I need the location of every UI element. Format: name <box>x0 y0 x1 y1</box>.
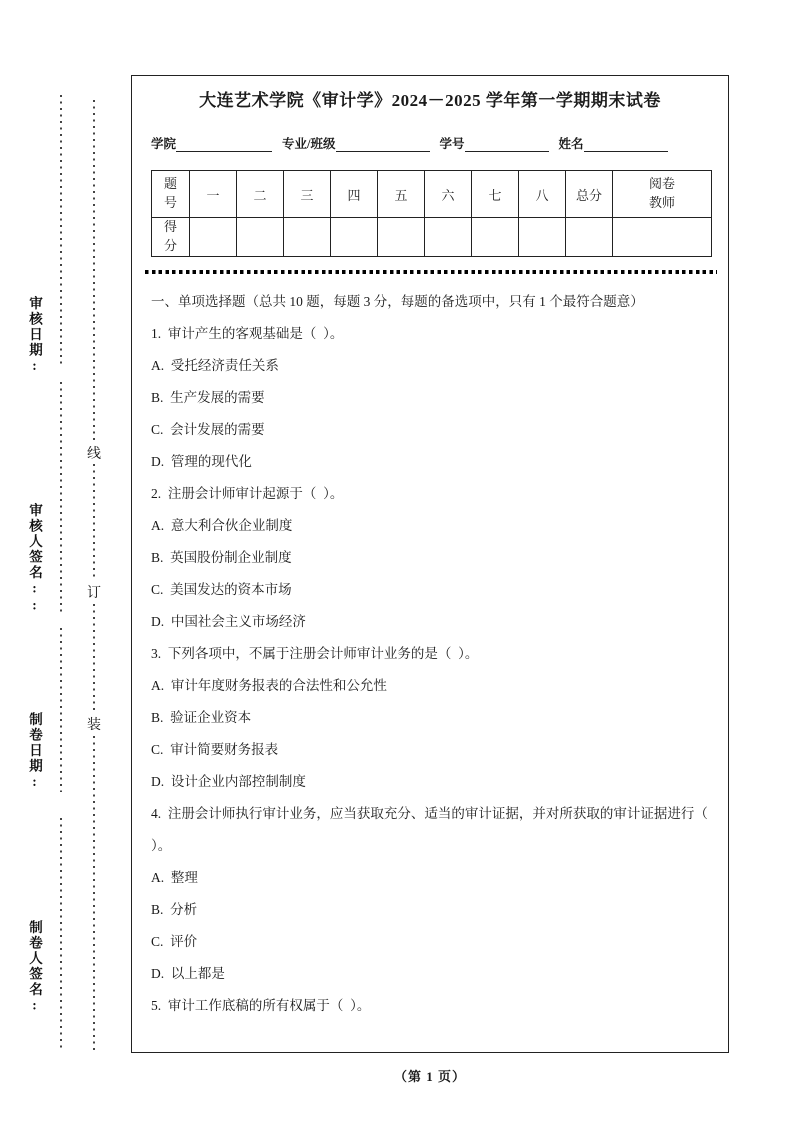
score-col-1: 一 <box>190 171 237 218</box>
question-4: 4. 注册会计师执行审计业务，应当获取充分、适当的审计证据，并对所获取的审计证据进行（ ）。 <box>151 806 715 853</box>
question-no-header-cell <box>152 171 190 218</box>
student-id-label: 学号 <box>439 137 465 151</box>
score-label: 得分 <box>163 219 177 253</box>
make-date-label: 制卷日期: <box>27 712 42 791</box>
question-2: 2. 注册会计师审计起源于（ ）。 <box>151 486 344 501</box>
score-col-3: 三 <box>284 171 331 218</box>
question-3-option-c: C. 审计简要财务报表 <box>151 742 279 757</box>
question-1-option-c: C. 会计发展的需要 <box>151 422 265 437</box>
score-cell <box>331 218 378 257</box>
signature-line <box>60 818 62 1052</box>
score-cell <box>519 218 566 257</box>
binding-char-line: 线 <box>87 447 101 462</box>
binding-line <box>93 100 95 440</box>
review-date-label: 审核日期: <box>27 296 42 375</box>
student-id-blank-line <box>465 135 549 152</box>
section-heading: 一、单项选择题（总共 10 题，每题 3 分，每题的备选项中，只有 1 个最符合题意） <box>151 294 644 309</box>
score-table <box>151 170 712 257</box>
question-3-option-a: A. 审计年度财务报表的合法性和公允性 <box>151 678 387 693</box>
score-row-label-cell <box>152 218 190 257</box>
question-1-option-b: B. 生产发展的需要 <box>151 390 265 405</box>
grader-header-cell <box>613 171 712 218</box>
question-1-option-d: D. 管理的现代化 <box>151 454 252 469</box>
name-label: 姓名 <box>558 137 584 151</box>
signature-line <box>60 382 62 612</box>
binding-line <box>93 604 95 712</box>
binding-char-stitch: 订 <box>87 586 101 601</box>
question-2-option-d: D. 中国社会主义市场经济 <box>151 614 306 629</box>
score-cell <box>378 218 425 257</box>
total-score-cell <box>566 218 613 257</box>
question-1-option-a: A. 受托经济责任关系 <box>151 358 279 373</box>
major-class-blank-line <box>336 135 430 152</box>
score-col-6: 六 <box>425 171 472 218</box>
score-cell <box>190 218 237 257</box>
question-1: 1. 审计产生的客观基础是（ ）。 <box>151 326 344 341</box>
question-5: 5. 审计工作底稿的所有权属于（ ）。 <box>151 998 371 1013</box>
binding-char-bind: 装 <box>87 718 101 733</box>
dotted-separator <box>145 270 717 274</box>
page-title: 大连艺术学院《审计学》2024－2025 学年第一学期期末试卷 <box>199 91 661 110</box>
question-2-option-c: C. 美国发达的资本市场 <box>151 582 292 597</box>
student-info-line <box>151 134 709 156</box>
score-cell <box>425 218 472 257</box>
college-label: 学院 <box>151 137 177 151</box>
score-cell <box>284 218 331 257</box>
grader-label: 阅卷教师 <box>648 176 675 210</box>
major-class-label: 专业/班级 <box>282 137 336 151</box>
exam-paper-box <box>131 75 729 1053</box>
question-4-option-b: B. 分析 <box>151 902 198 917</box>
question-4-option-a: A. 整理 <box>151 870 198 885</box>
question-3-option-d: D. 设计企业内部控制制度 <box>151 774 306 789</box>
page-number: （第 1 页） <box>393 1069 466 1084</box>
question-2-option-b: B. 英国股份制企业制度 <box>151 550 292 565</box>
question-4-option-d: D. 以上都是 <box>151 966 225 981</box>
reviewer-signature-label: 审核人签名:: <box>27 503 42 615</box>
score-col-4: 四 <box>331 171 378 218</box>
binding-line <box>93 464 95 580</box>
name-blank-line <box>584 135 668 152</box>
exam-content <box>151 286 715 1022</box>
signature-line <box>60 95 62 365</box>
score-col-7: 七 <box>472 171 519 218</box>
signature-line <box>60 628 62 792</box>
score-table-score-row <box>152 218 712 257</box>
question-3: 3. 下列各项中，不属于注册会计师审计业务的是（ ）。 <box>151 646 479 661</box>
question-no-label: 题号 <box>163 176 177 210</box>
score-col-5: 五 <box>378 171 425 218</box>
score-cell <box>472 218 519 257</box>
score-col-total: 总分 <box>566 171 613 218</box>
question-4-option-c: C. 评价 <box>151 934 198 949</box>
grader-cell <box>613 218 712 257</box>
score-cell <box>237 218 284 257</box>
college-blank-line <box>176 135 272 152</box>
maker-signature-label: 制卷人签名: <box>27 920 42 1015</box>
binding-line <box>93 736 95 1050</box>
score-col-8: 八 <box>519 171 566 218</box>
question-3-option-b: B. 验证企业资本 <box>151 710 252 725</box>
question-2-option-a: A. 意大利合伙企业制度 <box>151 518 293 533</box>
score-col-2: 二 <box>237 171 284 218</box>
score-table-header-row <box>152 171 712 218</box>
